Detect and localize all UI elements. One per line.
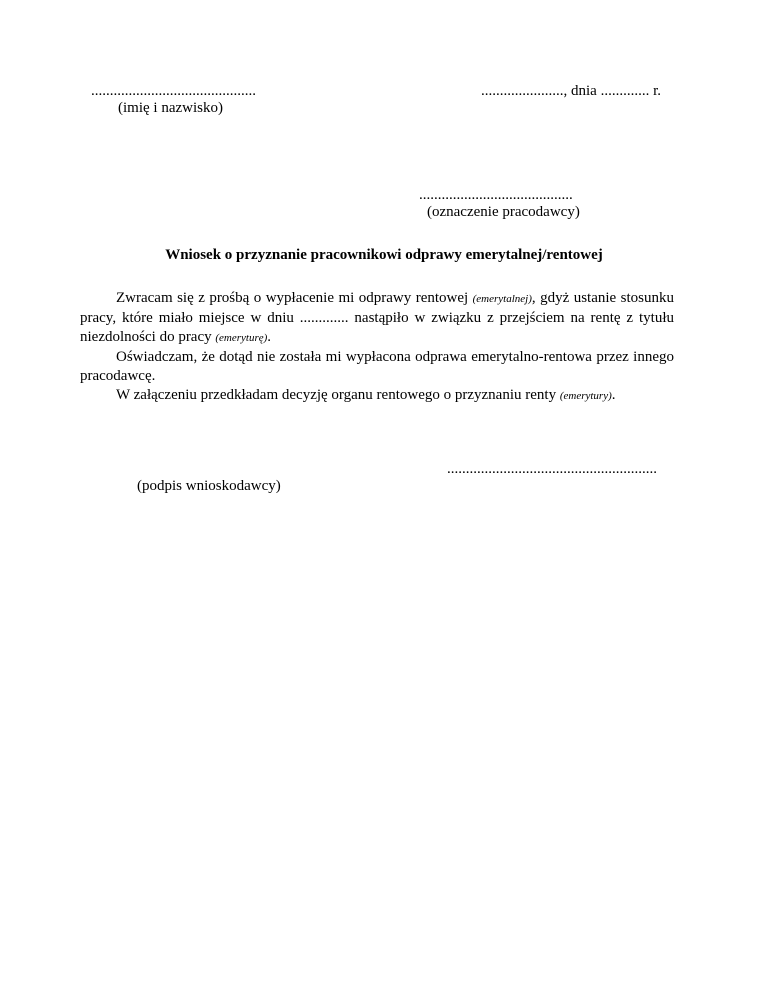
request-text-c: . [267,329,272,345]
paragraph-request [80,289,674,348]
employer-caption: (oznaczenie pracodawcy) [427,204,580,220]
employer-line: ......................................... [419,187,573,203]
attachment-note: (emerytury) [559,390,612,402]
request-note-2: (emeryturę) [215,332,268,344]
paragraph-attachment [80,386,674,406]
paragraph-declaration: Oświadczam, że dotąd nie została mi wypłacona odprawa emerytalno-rentowa przez innego pracodawcę. [80,349,674,384]
document-body [80,289,674,406]
attachment-text-b: . [611,387,616,403]
request-note-1: (emerytalnej) [472,293,532,305]
date-dots: ............. [600,83,650,99]
name-line: ............................................ [91,83,256,99]
attachment-text-a: W załączeniu przedkładam decyzję organu rentowego o przyznaniu renty [116,387,560,403]
date-prefix: , dnia [563,83,597,99]
signature-line: ........................................................ [447,461,657,477]
place-dots: ...................... [481,83,564,99]
place-date-line [481,82,661,101]
request-text-b: , gdyż ustanie stosunku pracy, które miało miejsce w dniu ............. nastąpiło w związku z przejściem na rentę z tytułu niezdolności do pracy [80,290,674,345]
document-title: Wniosek o przyznanie pracownikowi odprawy emerytalnej/rentowej [165,247,603,263]
signature-caption: (podpis wnioskodawcy) [137,478,281,494]
name-caption: (imię i nazwisko) [118,100,223,116]
date-suffix: r. [653,83,661,99]
request-text-a: Zwracam się z prośbą o wypłacenie mi odprawy rentowej [116,290,473,306]
